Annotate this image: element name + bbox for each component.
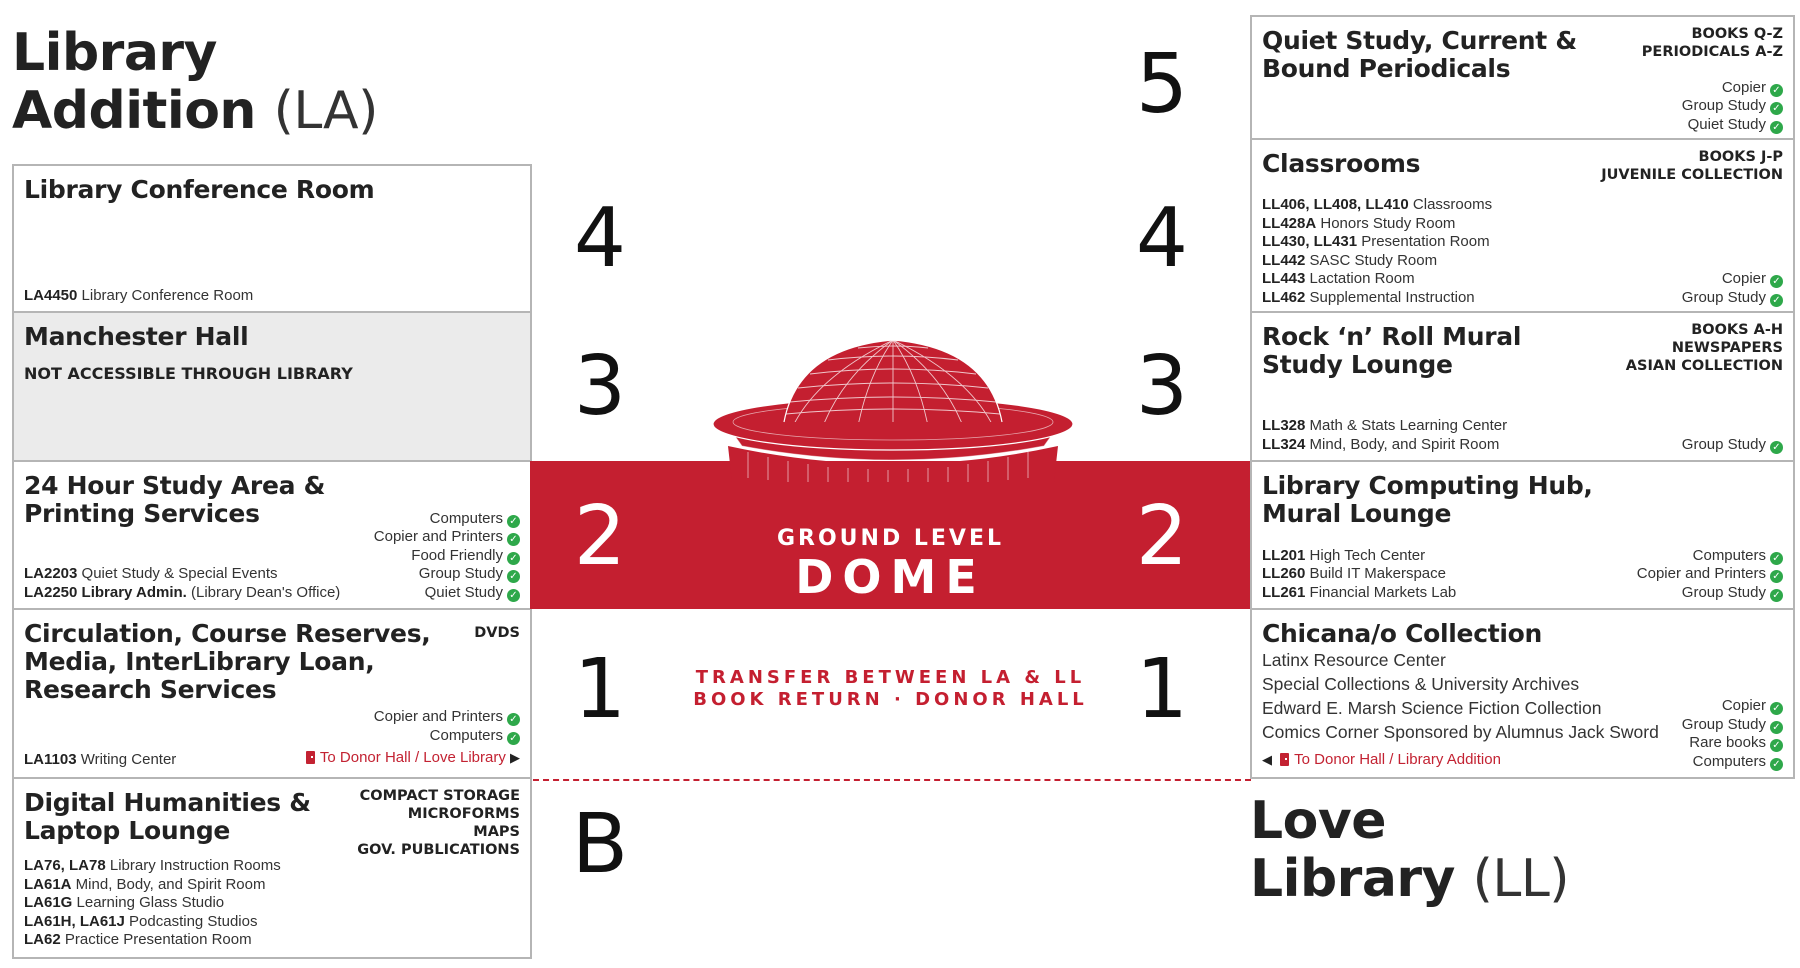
check-icon: ✓ bbox=[1770, 441, 1783, 454]
floor-number-ll-4: 4 bbox=[1135, 191, 1189, 286]
check-icon: ✓ bbox=[1770, 758, 1783, 771]
transfer-line1: TRANSFER BETWEEN LA & LL bbox=[695, 667, 1086, 688]
basement-divider bbox=[533, 779, 1251, 781]
ll-floor3-rooms bbox=[1262, 417, 1507, 454]
ll-floor3-box[interactable] bbox=[1250, 311, 1795, 462]
floor-number-la-4: 4 bbox=[573, 191, 627, 286]
ll-floor4-title: Classrooms bbox=[1262, 149, 1421, 178]
ground-level-label: GROUND LEVEL bbox=[776, 526, 1005, 551]
la-title-line2: Addition bbox=[12, 81, 256, 141]
feature-item: Group Study ✓ bbox=[1637, 584, 1783, 603]
la-title bbox=[12, 24, 378, 140]
room-line: LL428A Honors Study Room bbox=[1262, 214, 1456, 232]
la-conference-box[interactable] bbox=[12, 164, 532, 313]
check-icon: ✓ bbox=[507, 713, 520, 726]
arrow-right-icon: ▶ bbox=[510, 750, 520, 765]
feature-item: Food Friendly ✓ bbox=[374, 547, 520, 566]
floor-number-ll-2: 2 bbox=[1135, 489, 1189, 584]
ll-floor3-collections: BOOKS A-H NEWSPAPERS ASIAN COLLECTION bbox=[1625, 322, 1783, 374]
room-line: LA61A Mind, Body, and Spirit Room bbox=[24, 875, 266, 893]
ll-floor4-rooms bbox=[1262, 196, 1492, 307]
ll-title-line1: Love bbox=[1250, 791, 1387, 851]
room-line: LL324 Mind, Body, and Spirit Room bbox=[1262, 435, 1500, 453]
room-line: LA4450 Library Conference Room bbox=[24, 286, 254, 304]
collection-line: Special Collections & University Archives bbox=[1262, 674, 1580, 694]
room-line: LL201 High Tech Center bbox=[1262, 546, 1426, 564]
floor-number-ll-5: 5 bbox=[1135, 37, 1189, 132]
door-icon bbox=[306, 751, 315, 764]
ll-floor5-title: Quiet Study, Current & Bound Periodicals bbox=[1262, 26, 1577, 83]
feature-item: Quiet Study ✓ bbox=[1682, 116, 1783, 135]
la-digital-box[interactable] bbox=[12, 777, 532, 959]
la-study24-features bbox=[374, 510, 520, 603]
feature-item: Computers ✓ bbox=[1637, 547, 1783, 566]
ll-floor5-collections: BOOKS Q-Z PERIODICALS A-Z bbox=[1641, 26, 1783, 60]
feature-item: Quiet Study ✓ bbox=[374, 584, 520, 603]
room-line: LL443 Lactation Room bbox=[1262, 270, 1415, 287]
room-line: LA2250 Library Admin. (Library Dean's Office) bbox=[24, 583, 341, 601]
room-line: LA1103 Writing Center bbox=[24, 750, 177, 768]
feature-item: Computers ✓ bbox=[1682, 753, 1783, 772]
feature-item: Rare books ✓ bbox=[1682, 734, 1783, 753]
la-manchester-note: NOT ACCESSIBLE THROUGH LIBRARY bbox=[24, 364, 353, 383]
floor-number-la-2: 2 bbox=[573, 489, 627, 584]
ll-floor2-rooms bbox=[1262, 547, 1456, 603]
check-icon: ✓ bbox=[1770, 570, 1783, 583]
feature-item: Copier and Printers ✓ bbox=[1637, 565, 1783, 584]
ll-floor1-lines bbox=[1262, 648, 1659, 744]
ll-floor5-box[interactable] bbox=[1250, 15, 1795, 140]
feature-item: Group Study ✓ bbox=[1682, 289, 1783, 308]
ll-floor1-box[interactable] bbox=[1250, 608, 1795, 779]
la-title-line1: Library bbox=[12, 23, 217, 83]
check-icon: ✓ bbox=[1770, 275, 1783, 288]
room-line: LA61G Learning Glass Studio bbox=[24, 894, 225, 911]
check-icon: ✓ bbox=[1770, 721, 1783, 734]
collection-line: Edward E. Marsh Science Fiction Collection bbox=[1262, 698, 1602, 718]
floor-number-la-1: 1 bbox=[573, 642, 627, 737]
door-icon bbox=[1280, 753, 1289, 766]
dome-label: DOME bbox=[795, 550, 986, 604]
ll-floor4-collections: BOOKS J-P JUVENILE COLLECTION bbox=[1601, 149, 1783, 183]
la-study24-box[interactable] bbox=[12, 460, 532, 610]
check-icon: ✓ bbox=[1770, 84, 1783, 97]
la-study24-title: 24 Hour Study Area & Printing Services bbox=[24, 471, 326, 528]
collection-line: Comics Corner Sponsored by Alumnus Jack Sword bbox=[1262, 722, 1659, 742]
la-manchester-box[interactable] bbox=[12, 311, 532, 462]
feature-item: Computers ✓ bbox=[374, 510, 520, 529]
room-line: LL406, LL408, LL410 Classrooms bbox=[1262, 196, 1493, 213]
check-icon: ✓ bbox=[1770, 552, 1783, 565]
room-line: LL328 Math & Stats Learning Center bbox=[1262, 417, 1508, 434]
feature-item: Copier ✓ bbox=[1682, 697, 1783, 716]
feature-item: Group Study ✓ bbox=[1682, 716, 1783, 735]
ll-floor1-features bbox=[1682, 697, 1783, 771]
la-title-abbr: (LA) bbox=[273, 81, 378, 141]
feature-item: Group Study ✓ bbox=[1682, 97, 1783, 116]
room-line: LL260 Build IT Makerspace bbox=[1262, 565, 1446, 582]
feature-item: Computers ✓ bbox=[374, 727, 520, 746]
check-icon: ✓ bbox=[507, 552, 520, 565]
room-line: LA76, LA78 Library Instruction Rooms bbox=[24, 857, 281, 874]
dome-illustration bbox=[688, 336, 1098, 482]
check-icon: ✓ bbox=[1770, 294, 1783, 307]
la-digital-collections: COMPACT STORAGE MICROFORMS MAPS GOV. PUBLICATIONS bbox=[357, 788, 520, 858]
ll-floor4-features bbox=[1682, 270, 1783, 307]
check-icon: ✓ bbox=[507, 515, 520, 528]
room-line: LA2203 Quiet Study & Special Events bbox=[24, 565, 278, 582]
la-circulation-box[interactable] bbox=[12, 608, 532, 779]
room-line: LL442 SASC Study Room bbox=[1262, 251, 1438, 269]
la-digital-title: Digital Humanities & Laptop Lounge bbox=[24, 788, 311, 845]
check-icon: ✓ bbox=[1770, 739, 1783, 752]
room-line: LA62 Practice Presentation Room bbox=[24, 931, 252, 948]
la-conference-rooms bbox=[24, 287, 253, 306]
la-digital-rooms bbox=[24, 857, 281, 950]
ll-floor3-features bbox=[1682, 436, 1783, 455]
room-line: LL462 Supplemental Instruction bbox=[1262, 288, 1475, 306]
floor-number-ll-1: 1 bbox=[1135, 642, 1189, 737]
floor-number-ll-3: 3 bbox=[1135, 339, 1189, 434]
floor-number-la-3: 3 bbox=[573, 339, 627, 434]
room-line: LL261 Financial Markets Lab bbox=[1262, 583, 1457, 601]
feature-item: Group Study ✓ bbox=[1682, 436, 1783, 455]
ll-title-line2: Library bbox=[1250, 849, 1455, 909]
floor-number-la-b: B bbox=[571, 797, 629, 892]
ll-floor4-box[interactable] bbox=[1250, 138, 1795, 313]
check-icon: ✓ bbox=[507, 732, 520, 745]
ll-floor2-features bbox=[1637, 547, 1783, 603]
ll-donor-hall-link[interactable]: ◀ To Donor Hall / Library Addition bbox=[1262, 751, 1501, 768]
la-conference-title: Library Conference Room bbox=[24, 175, 375, 204]
room-line: LL430, LL431 Presentation Room bbox=[1262, 233, 1490, 250]
la-circulation-title: Circulation, Course Reserves, Media, InterLibrary Loan, Research Services bbox=[24, 619, 431, 704]
la-donor-hall-link[interactable]: To Donor Hall / Love Library ▶ bbox=[306, 749, 520, 767]
check-icon: ✓ bbox=[1770, 702, 1783, 715]
feature-item: Copier and Printers ✓ bbox=[374, 528, 520, 547]
check-icon: ✓ bbox=[507, 533, 520, 546]
ll-title bbox=[1250, 792, 1569, 908]
ll-floor1-title: Chicana/o Collection bbox=[1262, 619, 1543, 648]
la-circulation-features bbox=[374, 708, 520, 745]
check-icon: ✓ bbox=[507, 589, 520, 602]
ll-floor3-title: Rock ‘n’ Roll Mural Study Lounge bbox=[1262, 322, 1522, 379]
arrow-left-icon: ◀ bbox=[1262, 752, 1272, 767]
feature-item: Copier and Printers ✓ bbox=[374, 708, 520, 727]
la-circulation-collections: DVDS bbox=[474, 625, 520, 641]
check-icon: ✓ bbox=[1770, 589, 1783, 602]
feature-item: Copier ✓ bbox=[1682, 79, 1783, 98]
check-icon: ✓ bbox=[507, 570, 520, 583]
la-manchester-title: Manchester Hall bbox=[24, 322, 249, 351]
ll-floor5-features bbox=[1682, 79, 1783, 135]
collection-line: Latinx Resource Center bbox=[1262, 650, 1446, 670]
ll-title-abbr: (LL) bbox=[1472, 849, 1570, 909]
ll-floor2-title: Library Computing Hub, Mural Lounge bbox=[1262, 471, 1593, 528]
transfer-line2: BOOK RETURN · DONOR HALL bbox=[693, 689, 1088, 710]
la-study24-rooms bbox=[24, 565, 340, 602]
room-line: LA61H, LA61J Podcasting Studios bbox=[24, 912, 258, 930]
la-circulation-rooms bbox=[24, 751, 176, 770]
feature-item: Group Study ✓ bbox=[374, 565, 520, 584]
check-icon: ✓ bbox=[1770, 121, 1783, 134]
check-icon: ✓ bbox=[1770, 102, 1783, 115]
ll-floor2-box[interactable] bbox=[1250, 460, 1795, 610]
feature-item: Copier ✓ bbox=[1682, 270, 1783, 289]
